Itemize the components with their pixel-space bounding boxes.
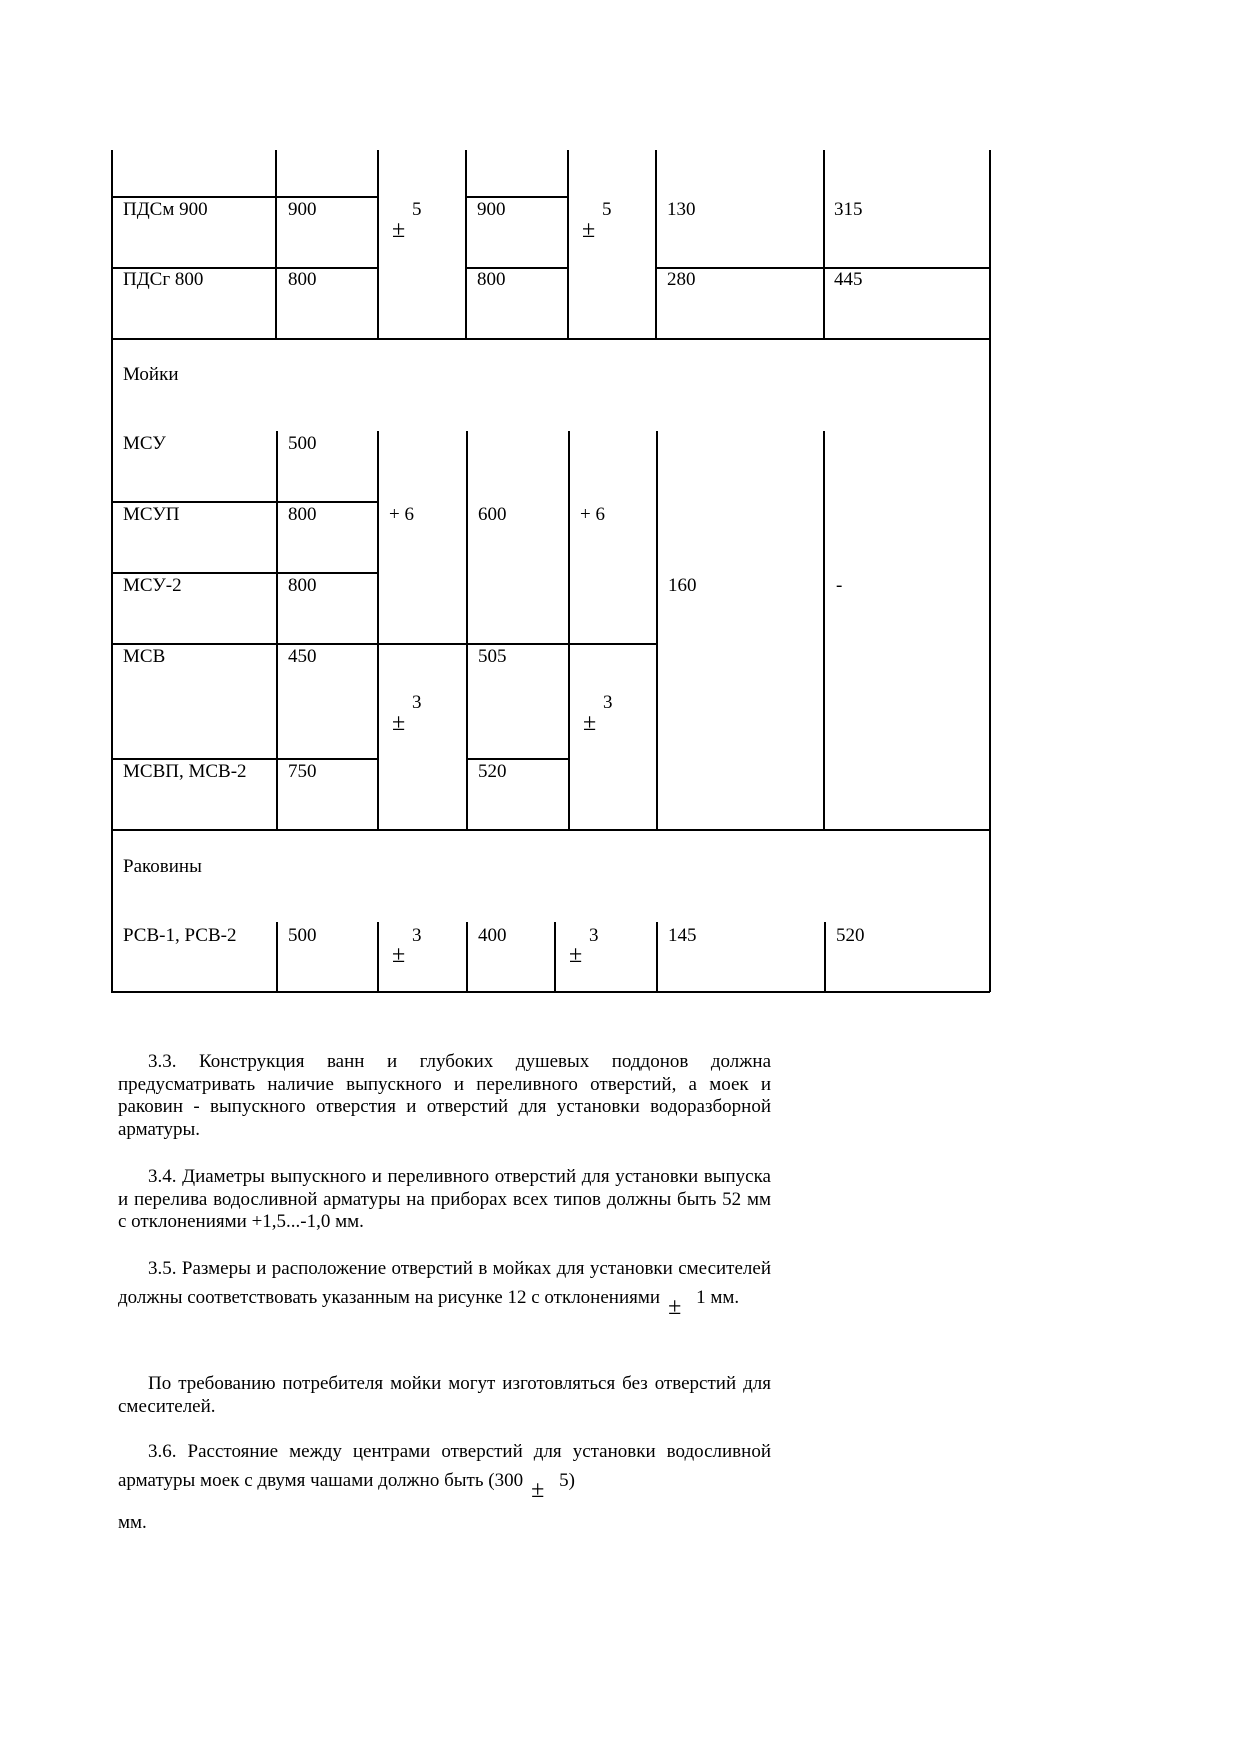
table-cell-name: ПДСм 900 — [123, 199, 208, 220]
table-cell-length: 800 — [288, 269, 317, 290]
paragraph-3-4 — [118, 1166, 771, 1234]
grid-line — [824, 922, 826, 992]
grid-line — [276, 431, 278, 830]
section-title-rakoviny: Раковины — [123, 856, 202, 877]
section-title-moiki: Мойки — [123, 364, 179, 385]
grid-line — [567, 150, 569, 339]
plus-minus-sign: ± — [531, 1476, 545, 1503]
paragraph-text: 3.5. Размеры и расположение отверстий в мойках для установки смесителей должны соответствовать указанным на рисунке 12 с отклонениями — [118, 1258, 771, 1308]
paragraph-text: 1 мм. — [696, 1286, 740, 1308]
table-cell-name: ПДСг 800 — [123, 269, 204, 290]
plus-minus-sign: ± — [583, 710, 597, 736]
paragraph-3-6-end: мм. — [118, 1512, 147, 1533]
grid-line — [377, 643, 657, 645]
grid-line — [656, 922, 658, 992]
paragraph-text: 5) — [559, 1469, 575, 1491]
table-cell-width: 400 — [478, 925, 507, 946]
table-cell-name: МСВ — [123, 646, 166, 667]
paragraph-text: 3.4. Диаметры выпускного и переливного отверстий для установки выпуска и перелива водосливной арматуры на приборах всех типов должны быть 52 мм с отклонениями +1,5...-1,0 мм. — [118, 1166, 771, 1232]
grid-line — [275, 150, 277, 339]
plus-minus-sign: ± — [569, 942, 583, 968]
plus-minus-sign: ± — [582, 217, 596, 243]
table-cell-width: 520 — [478, 761, 507, 782]
grid-line — [111, 501, 378, 503]
table-cell-width: 600 — [478, 504, 507, 525]
table-cell-length: 800 — [288, 575, 317, 596]
table-cell-depth: 130 — [667, 199, 696, 220]
grid-line — [377, 431, 379, 830]
grid-line — [554, 922, 556, 992]
grid-line — [111, 643, 378, 645]
table-border-right — [989, 150, 991, 992]
table-cell-depth: 280 — [667, 269, 696, 290]
table-cell-length: 450 — [288, 646, 317, 667]
paragraph-3-3 — [118, 1051, 771, 1141]
table-cell-name: МСУ-2 — [123, 575, 182, 596]
grid-line — [466, 922, 468, 992]
table-cell-width: 505 — [478, 646, 507, 667]
grid-line — [111, 338, 990, 340]
grid-line — [377, 150, 379, 339]
grid-line — [823, 431, 825, 830]
grid-line — [111, 572, 378, 574]
table-cell-name: МСВП, МСВ-2 — [123, 761, 247, 782]
grid-line — [377, 922, 379, 992]
grid-line — [568, 431, 570, 830]
tolerance-value: 3 — [589, 925, 599, 946]
table-cell-name: МСУП — [123, 504, 180, 525]
tolerance-value: 5 — [412, 199, 422, 220]
plus-minus-sign: ± — [392, 710, 406, 736]
table-cell-length: 750 — [288, 761, 317, 782]
table-cell-length: 800 — [288, 504, 317, 525]
grid-line — [465, 196, 568, 198]
table-cell-extra: 520 — [836, 925, 865, 946]
grid-line — [656, 431, 658, 830]
paragraph-3-6 — [118, 1441, 771, 1503]
grid-line — [655, 150, 657, 339]
table-border-left — [111, 150, 113, 992]
table-cell-extra: 315 — [834, 199, 863, 220]
plus-minus-sign: ± — [668, 1293, 682, 1320]
table-cell-width: 900 — [477, 199, 506, 220]
table-cell-length: 500 — [288, 925, 317, 946]
table-cell-depth: 160 — [668, 575, 697, 596]
grid-line — [823, 150, 825, 339]
grid-line — [111, 758, 378, 760]
tolerance-value: 3 — [603, 692, 613, 713]
table-cell-length: 500 — [288, 433, 317, 454]
paragraph-3-5 — [118, 1258, 771, 1320]
table-cell-extra: 445 — [834, 269, 863, 290]
grid-line — [466, 758, 569, 760]
grid-line — [276, 922, 278, 992]
table-cell-name: МСУ — [123, 433, 166, 454]
plus-minus-sign: ± — [392, 942, 406, 968]
tolerance-value: + 6 — [389, 504, 414, 525]
grid-line — [111, 991, 990, 993]
grid-line — [465, 150, 467, 339]
table-cell-length: 900 — [288, 199, 317, 220]
table-cell-width: 800 — [477, 269, 506, 290]
table-cell-depth: 145 — [668, 925, 697, 946]
grid-line — [655, 267, 990, 269]
table-cell-name: РСВ-1, РСВ-2 — [123, 925, 237, 946]
paragraph-text: 3.6. Расстояние между центрами отверстий для установки водосливной арматуры моек с двумя чашами должно быть (300 — [118, 1441, 771, 1491]
paragraph-3-5-note — [118, 1373, 771, 1418]
grid-line — [466, 431, 468, 830]
tolerance-value: 5 — [602, 199, 612, 220]
tolerance-value: 3 — [412, 692, 422, 713]
grid-line — [111, 829, 990, 831]
paragraph-text: По требованию потребителя мойки могут изготовляться без отверстий для смесителей. — [118, 1373, 771, 1417]
paragraph-text: 3.3. Конструкция ванн и глубоких душевых поддонов должна предусматривать наличие выпускного и переливного отверстий, а моек и раковин - выпускного отверстия и отверстий для установки водоразборной арматуры. — [118, 1051, 771, 1140]
tolerance-value: + 6 — [580, 504, 605, 525]
grid-line — [111, 196, 378, 198]
table-cell-extra: - — [836, 575, 843, 596]
tolerance-value: 3 — [412, 925, 422, 946]
plus-minus-sign: ± — [392, 217, 406, 243]
